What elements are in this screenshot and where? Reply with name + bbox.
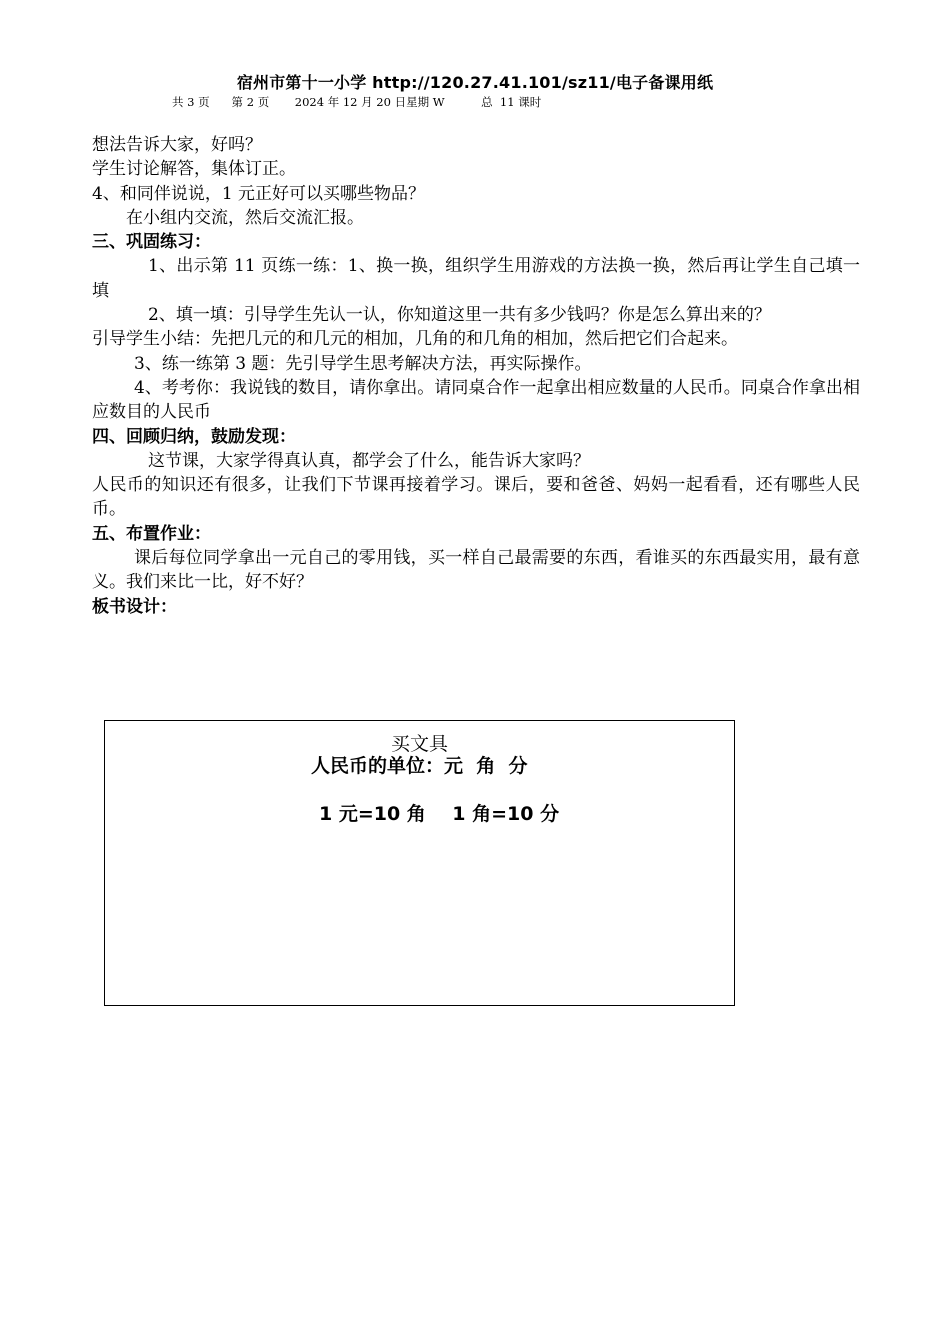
paragraph: 引导学生小结：先把几元的和几元的相加，几角的和几角的相加，然后把它们合起来。 bbox=[92, 329, 738, 350]
page-header-meta: 共 3 页 第 2 页 2024 年 12 月 20 日星期 W 总 11 课时 bbox=[172, 95, 542, 109]
board-title: 买文具 bbox=[390, 733, 448, 755]
section-heading: 三、巩固练习： bbox=[92, 232, 211, 253]
paragraph: 2、填一填：引导学生先认一认，你知道这里一共有多少钱吗？你是怎么算出来的？ bbox=[148, 305, 771, 326]
section-heading: 五、布置作业： bbox=[92, 523, 211, 544]
paragraph: 学生讨论解答，集体订正。 bbox=[92, 159, 296, 180]
section-heading: 四、回顾归纳，鼓励发现： bbox=[92, 426, 296, 447]
board-conversions: 1 元=10 角 1 角=10 分 bbox=[319, 803, 560, 825]
paragraph: 1、出示第 11 页练一练：1、换一换，组织学生用游戏的方法换一换，然后再让学生自己填一填 bbox=[92, 256, 860, 301]
section-heading: 板书设计： bbox=[92, 596, 177, 617]
paragraph: 4、和同伴说说，1 元正好可以买哪些物品？ bbox=[92, 183, 426, 204]
blackboard-design-box bbox=[104, 720, 735, 1006]
paragraph: 人民币的知识还有很多，让我们下节课再接着学习。课后，要和爸爸、妈妈一起看看，还有哪些人民币。 bbox=[92, 475, 860, 520]
paragraph: 这节课，大家学得真认真，都学会了什么，能告诉大家吗？ bbox=[148, 450, 590, 471]
page-header-title: 宿州市第十一小学 http://120.27.41.101/sz11/电子备课用纸 bbox=[236, 73, 714, 92]
paragraph: 3、练一练第 3 题：先引导学生思考解决方法，再实际操作。 bbox=[134, 353, 592, 374]
paragraph: 课后每位同学拿出一元自己的零用钱，买一样自己最需要的东西，看谁买的东西最实用，最有意义。我们来比一比，好不好？ bbox=[92, 548, 860, 593]
paragraph: 4、考考你：我说钱的数目，请你拿出。请同桌合作一起拿出相应数量的人民币。同桌合作拿出相应数目的人民币 bbox=[92, 377, 860, 423]
lesson-body bbox=[92, 133, 860, 619]
board-units: 人民币的单位：元 角 分 bbox=[311, 755, 528, 777]
paragraph: 在小组内交流，然后交流汇报。 bbox=[126, 207, 364, 228]
paragraph: 想法告诉大家，好吗？ bbox=[92, 135, 262, 155]
